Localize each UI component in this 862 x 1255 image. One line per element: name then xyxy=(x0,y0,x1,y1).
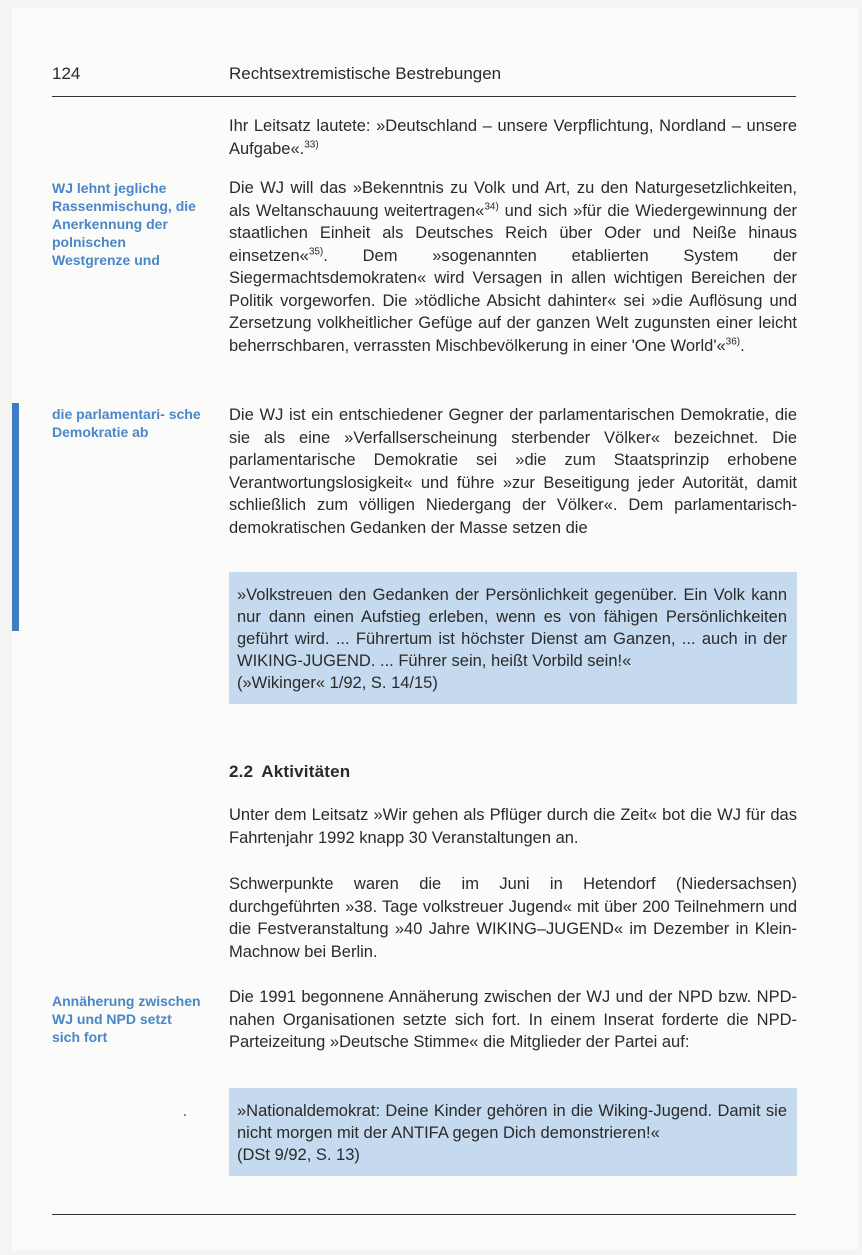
footnote-ref: 35) xyxy=(308,246,324,257)
footer-rule xyxy=(52,1214,796,1215)
footnote-ref: 34) xyxy=(484,201,499,212)
paragraph-leitsatz: Unter dem Leitsatz »Wir gehen als Pflüger durch die Zeit« bot die WJ für das Fahrtenjahr 1992 knapp 30 Veranstaltungen an. xyxy=(229,806,797,847)
footnote-ref: 33) xyxy=(304,139,319,150)
page-number: 124 xyxy=(52,64,81,83)
scan-speck xyxy=(184,1114,186,1116)
section-number: 2.2 xyxy=(229,762,254,781)
running-title: Rechtsextremistische Bestrebungen xyxy=(229,64,502,83)
margin-note-demokratie: die parlamentari- sche Demokratie ab xyxy=(52,406,201,440)
quote-source: (DSt 9/92, S. 13) xyxy=(237,1146,360,1164)
paragraph-npd: Die 1991 begonnene Annäherung zwischen der WJ und der NPD bzw. NPD-nahen Organisationen setzte sich fort. In einem Inserat forderte die NPD-Parteizeitung »Deutsche Stimme« die Mitglieder der Partei auf: xyxy=(229,988,797,1051)
intro-paragraph: Ihr Leitsatz lautete: »Deutschland – unsere Verpflichtung, Nordland – unsere Aufgabe«.$^{33)}$ xyxy=(229,117,797,158)
quote-text: »Volkstreuen den Gedanken der Persönlichkeit gegenüber. Ein Volk kann nur dann einen Aufstieg erleben, wenn es von fähigen Persönlichkeiten geführt wird. ... Führertum ist höchster Dienst am Ganzen, ... auch in der WIKING-JUGEND. ... Führer sein, heißt Vorbild sein!« xyxy=(237,586,787,670)
paragraph-weltanschauung: Die WJ will das »Bekenntnis zu Volk und Art, zu den Naturgesetzlichkeiten, als Weltanschauung weitertragen«$^{34)}$ und sich »für die Wiedergewinnung der staatlichen Einheit als Deutsches Reich über Oder und Neiße hinaus einsetzen«$^{35)}$. Dem »sogenannten etablierten System der Siegermachtsdemokraten« wird Versagen in allen wichtigen Bereichen der Politik vorgeworfen. Die »tödliche Absicht dahinter« sei »die Auflösung und Zersetzung volkheitlicher Gefüge auf der ganzen Welt zugunsten einer leicht beherrschbaren, verrassten Mischbevölkerung in einer 'One World'«$^{36)}$. xyxy=(229,179,797,355)
quote-text: »Nationaldemokrat: Deine Kinder gehören in die Wiking-Jugend. Damit sie nicht morgen mit der ANTIFA gegen Dich demonstrieren!« xyxy=(237,1102,787,1142)
margin-note-npd: Annäherung zwischen WJ und NPD setzt sich fort xyxy=(52,993,201,1045)
paragraph-schwerpunkte: Schwerpunkte waren die im Juni in Hetendorf (Niedersachsen) durchgeführten »38. Tage volkstreuer Jugend« mit über 200 Teilnehmern und die Festveranstaltung »40 Jahre WIKING–JUGEND« im Dezember in Klein-Machnow bei Berlin. xyxy=(229,875,797,961)
edge-marker-bar xyxy=(12,403,19,631)
quote-box-dst xyxy=(229,1088,797,1176)
section-title: Aktivitäten xyxy=(261,762,351,781)
quote-box-wikinger xyxy=(229,572,797,704)
paragraph-demokratie: Die WJ ist ein entschiedener Gegner der parlamentarischen Demokratie, die sie als eine »Verfallserscheinung sterbender Völker« bezeichnet. Die parlamentarische Demokratie sei »die zum Staatsprinzip erhobene Verantwortungslosigkeit« und führe »zur Beseitigung jeder Autorität, damit schließlich zum völligen Niedergang der Völker«. Dem parlamentarisch-demokratischen Gedanken der Masse setzen die xyxy=(229,406,797,537)
header-rule xyxy=(52,96,796,97)
section-heading xyxy=(229,762,350,782)
quote-source: (»Wikinger« 1/92, S. 14/15) xyxy=(237,674,438,692)
margin-note-rassenmischung: WJ lehnt jegliche Rassenmischung, die Anerkennung der polnischen Westgrenze und xyxy=(52,180,196,268)
footnote-ref: 36) xyxy=(725,336,741,347)
